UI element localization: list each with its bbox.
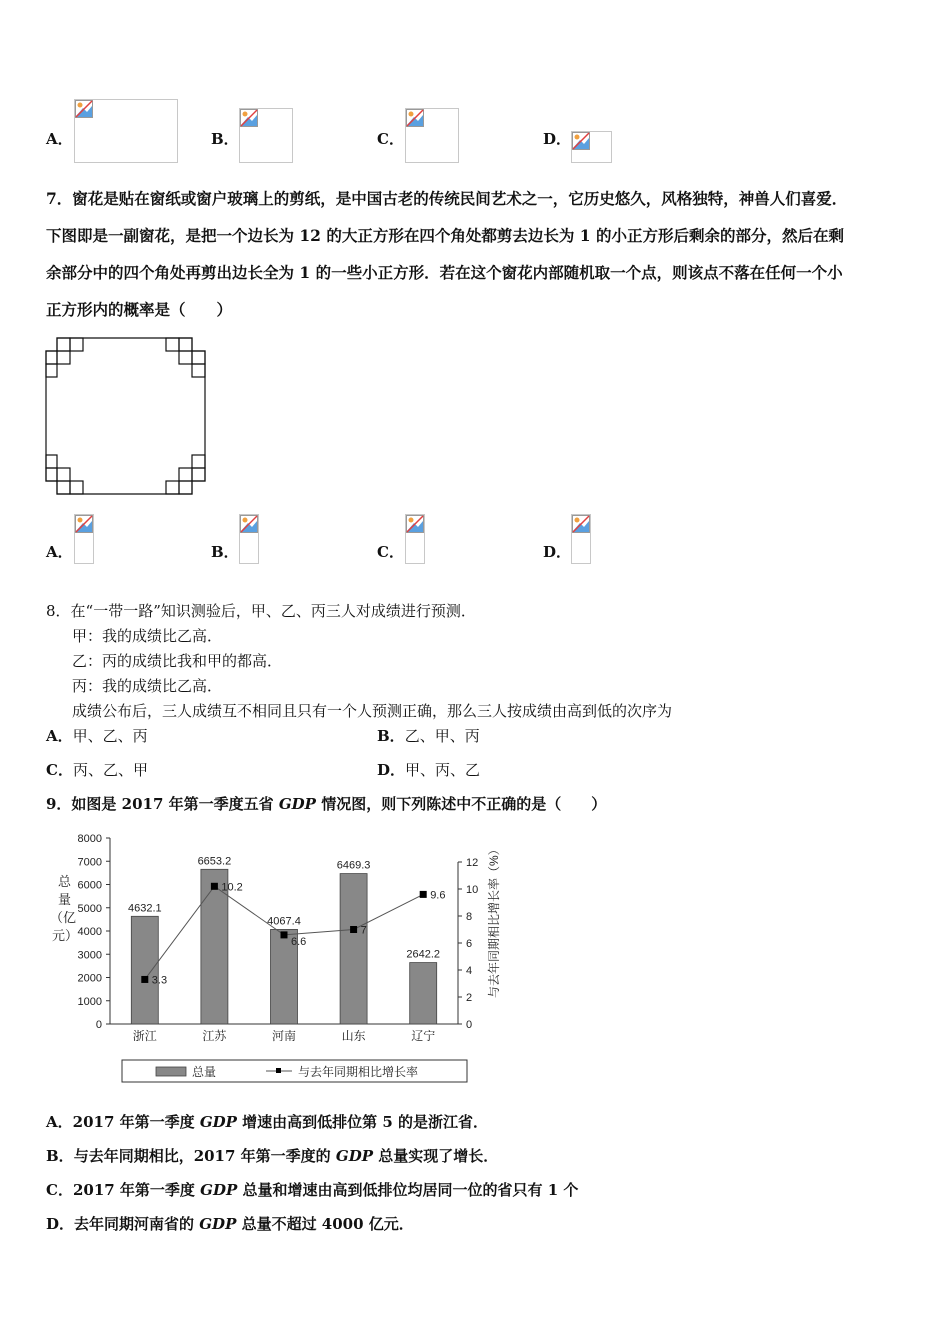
- growth-rate-point: [420, 891, 427, 898]
- q9-option-a-pre: 2017 年第一季度: [72, 1113, 200, 1131]
- q9-option-a-label: A．: [46, 1113, 73, 1131]
- bar-浙江: [131, 916, 158, 1024]
- y-left-tick-label: 5000: [77, 902, 102, 915]
- broken-image-icon: [406, 109, 424, 127]
- q8-option-d-label: D．: [377, 761, 406, 779]
- q7-option-d-label[interactable]: D．: [543, 543, 572, 561]
- bar-山东: [340, 874, 367, 1024]
- q7-option-c-label[interactable]: C．: [377, 543, 404, 561]
- bar-辽宁: [410, 963, 437, 1024]
- y-left-tick-label: 3000: [77, 949, 102, 962]
- q9-option-d[interactable]: [46, 1213, 414, 1234]
- q7-text-line-3: 余部分中的四个角处再剪出边长全为 1 的一些小正方形．若在这个窗花内部随机取一个点，则该点不落在任何一个小: [46, 263, 843, 282]
- q6-option-c-label[interactable]: C．: [377, 130, 404, 148]
- bar-value-label: 6469.3: [336, 859, 371, 872]
- q8-option-d[interactable]: [377, 759, 480, 780]
- growth-rate-label: 7: [360, 924, 367, 937]
- q9-option-c-pre: 2017 年第一季度: [72, 1181, 201, 1199]
- q8-option-a-label: A．: [46, 727, 73, 745]
- q8-option-c-text: 丙、乙、甲: [72, 761, 148, 779]
- q7-text-line-2: 下图即是一副窗花，是把一个边长为 12 的大正方形在四个角处都剪去边长为 1 的小正方形后剩余的部分，然后在剩: [46, 226, 844, 245]
- y-left-tick-label: 2000: [77, 972, 102, 985]
- q8-option-b-label: B．: [377, 727, 405, 745]
- q8-option-b-text: 乙、甲、丙: [404, 727, 480, 745]
- q9-option-a-gdp: GDP: [199, 1113, 237, 1131]
- q8-option-d-text: 甲、丙、乙: [405, 761, 481, 779]
- q9-option-d-post: 总量不超过 4000 亿元．: [236, 1215, 414, 1233]
- y-left-tick-label: 6000: [77, 879, 102, 892]
- q9-option-b-label: B．: [46, 1147, 74, 1165]
- q9-option-c-post: 总量和增速由高到低排位均居同一位的省只有 1 个: [237, 1181, 579, 1199]
- q8-option-c[interactable]: [46, 759, 148, 780]
- q9-option-c-gdp: GDP: [200, 1181, 238, 1199]
- q7-option-a-label[interactable]: A．: [46, 543, 73, 561]
- q8-stem: 8．在“一带一路”知识测验后，甲、乙、丙三人对成绩进行预测．: [46, 602, 476, 620]
- q8-option-a-text: 甲、乙、丙: [72, 727, 148, 745]
- q9-option-d-label: D．: [46, 1215, 75, 1233]
- y-right-tick-label: 6: [466, 938, 473, 950]
- q8-option-b[interactable]: [377, 725, 480, 746]
- q8-statement-yi: 乙：丙的成绩比我和甲的都高．: [72, 652, 283, 670]
- q8-statement-jia: 甲：我的成绩比乙高．: [72, 627, 223, 645]
- growth-rate-point: [281, 931, 288, 938]
- growth-rate-label: 6.6: [291, 935, 307, 948]
- legend-marker-swatch: [276, 1068, 281, 1073]
- growth-rate-point: [141, 976, 148, 983]
- q9-option-c[interactable]: [46, 1179, 578, 1200]
- chart-ylabel-left-char-4: 元）: [52, 928, 79, 943]
- bar-value-label: 6653.2: [197, 855, 232, 868]
- q8-option-c-label: C．: [46, 761, 73, 779]
- x-category-label: 河南: [271, 1029, 297, 1043]
- gdp-chart: [44, 828, 514, 1088]
- q9-option-b-gdp: GDP: [335, 1147, 373, 1165]
- q8-statement-bing: 丙：我的成绩比乙高．: [72, 677, 223, 695]
- q6-option-d-label[interactable]: D．: [543, 130, 572, 148]
- y-right-tick-label: 4: [466, 965, 473, 977]
- y-right-tick-label: 12: [466, 857, 479, 869]
- broken-image-icon: [240, 109, 258, 127]
- chart-ylabel-left-char-1: 总: [58, 874, 72, 889]
- q9-stem: [46, 793, 606, 814]
- q9-option-d-pre: 去年同期河南省的: [74, 1215, 200, 1233]
- x-category-label: 浙江: [132, 1029, 157, 1043]
- chart-ylabel-left-char-3: （亿: [50, 910, 77, 925]
- broken-image-icon: [572, 132, 590, 150]
- y-left-tick-label: 4000: [77, 926, 102, 938]
- window-paper-cut-figure: [44, 336, 208, 496]
- q9-stem-gdp: GDP: [278, 795, 316, 813]
- broken-image-icon: [75, 515, 93, 533]
- bar-value-label: 2642.2: [406, 948, 441, 961]
- q9-option-a-post: 增速由高到低排位第 5 的是浙江省．: [236, 1113, 489, 1131]
- y-right-tick-label: 2: [466, 992, 473, 1004]
- broken-image-icon: [572, 515, 590, 533]
- y-left-tick-label: 7000: [77, 856, 102, 869]
- growth-rate-label: 3.3: [151, 974, 168, 987]
- q9-option-c-label: C．: [46, 1181, 73, 1199]
- q9-option-a[interactable]: [46, 1111, 488, 1132]
- bar-value-label: 4067.4: [267, 915, 301, 928]
- y-right-tick-label: 0: [466, 1019, 473, 1031]
- broken-image-icon: [75, 100, 93, 118]
- broken-image-icon: [240, 515, 258, 533]
- growth-rate-point: [211, 883, 218, 890]
- q9-option-b-pre: 与去年同期相比，2017 年第一季度的: [73, 1147, 336, 1165]
- q9-stem-post: 情况图，则下列陈述中不正确的是（ ）: [315, 795, 607, 813]
- legend-label-growth: 与去年同期相比增长率: [298, 1065, 419, 1079]
- x-category-label: 辽宁: [411, 1029, 436, 1043]
- legend-bar-swatch: [156, 1067, 186, 1076]
- bar-value-label: 4632.1: [127, 902, 162, 915]
- q9-option-d-gdp: GDP: [199, 1215, 237, 1233]
- chart-ylabel-left-char-2: 量: [58, 892, 72, 907]
- q9-stem-pre: 9．如图是 2017 年第一季度五省: [46, 795, 279, 813]
- y-left-tick-label: 0: [95, 1019, 102, 1031]
- y-left-tick-label: 8000: [77, 833, 102, 845]
- y-left-tick-label: 1000: [77, 995, 102, 1008]
- q8-condition: 成绩公布后，三人成绩互不相同且只有一个人预测正确，那么三人按成绩由高到低的次序为: [72, 702, 673, 720]
- growth-rate-label: 9.6: [430, 889, 446, 902]
- q7-text-line-4: 正方形内的概率是（ ）: [46, 300, 233, 319]
- q9-option-b[interactable]: [46, 1145, 498, 1166]
- y-right-tick-label: 8: [466, 911, 473, 923]
- legend-label-total: 总量: [192, 1065, 217, 1079]
- q6-option-b-label[interactable]: B．: [211, 130, 239, 148]
- chart-ylabel-right: 与去年同期相比增长率（%）: [487, 843, 501, 998]
- y-right-tick-label: 10: [466, 884, 479, 896]
- q8-option-a[interactable]: [46, 725, 148, 746]
- broken-image-icon: [406, 515, 424, 533]
- growth-rate-label: 10.2: [221, 881, 243, 894]
- q9-option-b-post: 总量实现了增长．: [373, 1147, 499, 1165]
- q6-option-a-label[interactable]: A．: [46, 130, 73, 148]
- q7-text-line-1: 7．窗花是贴在窗纸或窗户玻璃上的剪纸，是中国古老的传统民间艺术之一，它历史悠久，风格独特，神兽人们喜爱．: [46, 189, 848, 208]
- x-category-label: 山东: [341, 1029, 366, 1043]
- growth-rate-point: [350, 926, 357, 933]
- q7-option-b-label[interactable]: B．: [211, 543, 239, 561]
- x-category-label: 江苏: [202, 1029, 227, 1043]
